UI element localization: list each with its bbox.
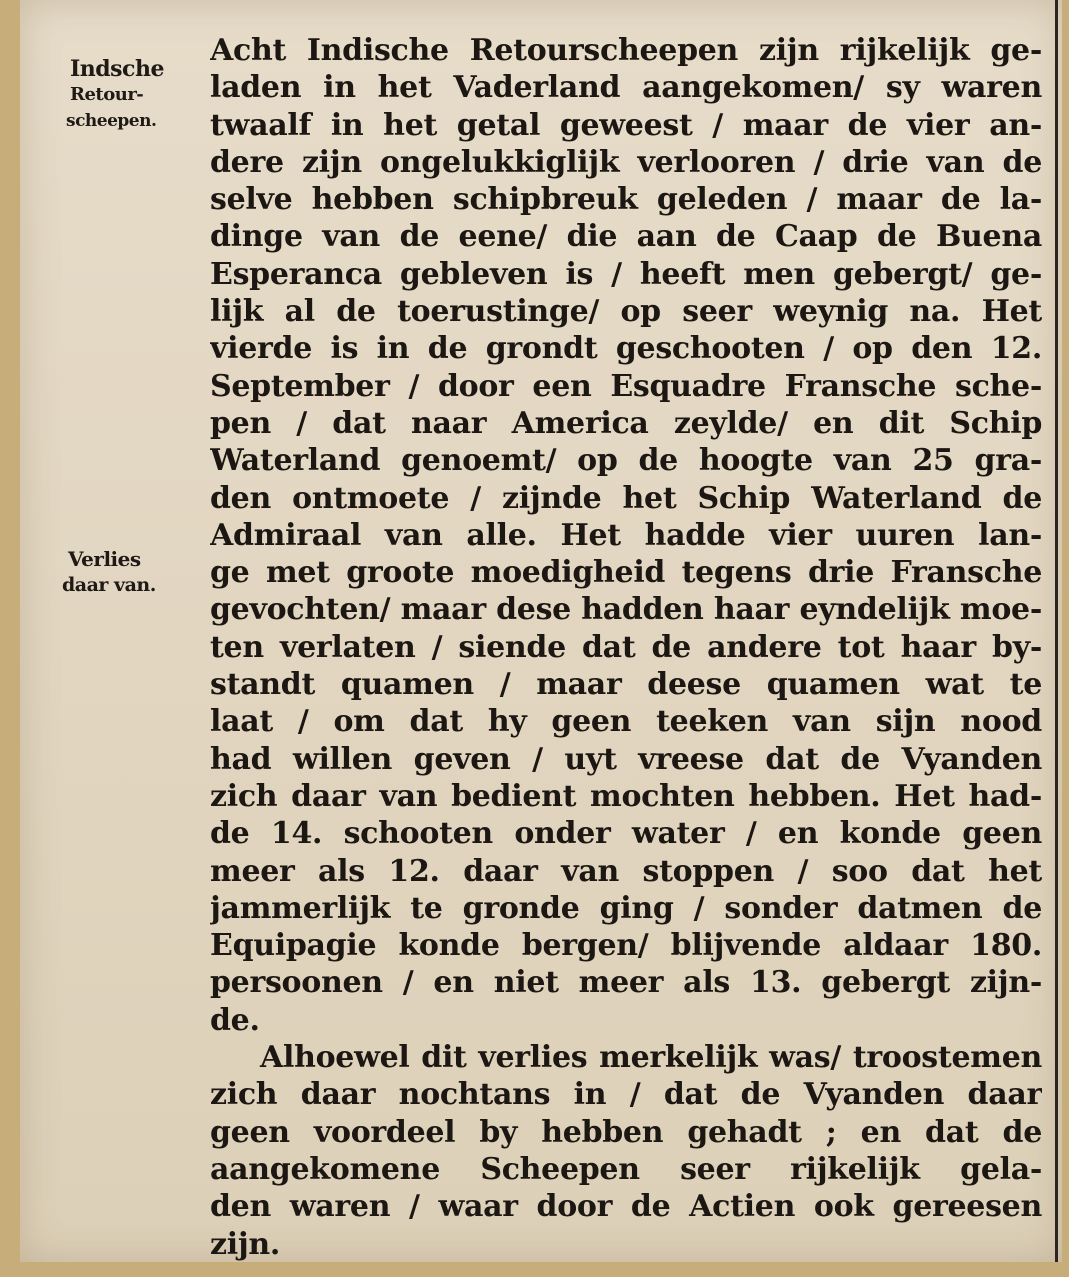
body-text-column — [210, 32, 1042, 1262]
text-line: selve hebben schipbreuk geleden / maar de la- — [210, 182, 1042, 218]
text-line: persoonen / en niet meer als 13. gebergt zijn- — [210, 965, 1042, 1001]
text-line: pen / dat naar America zeylde/ en dit Schip — [210, 405, 1042, 441]
text-line: gevochten/ maar dese hadden haar eyndelijk moe- — [210, 592, 1042, 628]
text-line: jammerlijk te gronde ging / sonder datmen de — [210, 890, 1042, 926]
text-line: laden in het Vaderland aangekomen/ sy waren — [210, 70, 1042, 106]
text-line: dere zijn ongelukkiglijk verlooren / drie van de — [210, 144, 1042, 180]
margin-note-line: Indsche — [70, 56, 164, 82]
text-line: ten verlaten / siende dat de andere tot haar by- — [210, 629, 1042, 665]
text-line: Waterland genoemt/ op de hoogte van 25 gra- — [210, 443, 1042, 479]
margin-note-verlies-daar-van — [42, 546, 212, 598]
text-line: twaalf in het getal geweest / maar de vier an- — [210, 107, 1042, 143]
text-line: dinge van de eene/ die aan de Caap de Buena — [210, 219, 1042, 255]
text-line: Equipagie konde bergen/ blijvende aldaar 180. — [210, 928, 1042, 964]
text-line: zich daar nochtans in / dat de Vyanden daar — [210, 1077, 1042, 1113]
text-line: September / door een Esquadre Fransche sche- — [210, 368, 1042, 404]
margin-note-line: Verlies — [68, 547, 141, 571]
text-line: had willen geven / uyt vreese dat de Vyanden — [210, 741, 1042, 777]
text-line: ge met groote moedigheid tegens drie Fransche — [210, 555, 1042, 591]
text-line: geen voordeel by hebben gehadt ; en dat de — [210, 1114, 1042, 1150]
text-line: aangekomene Scheepen seer rijkelijk gela- — [210, 1151, 1042, 1187]
text-line: zich daar van bedient mochten hebben. Het had- — [210, 778, 1042, 814]
bleed-through-text — [210, 0, 1030, 14]
text-line: de. — [210, 1002, 260, 1038]
document-page — [20, 0, 1062, 1262]
text-line: Esperanca gebleven is / heeft men gebergt/ ge- — [210, 256, 1042, 292]
text-line: Alhoewel dit verlies merkelijk was/ troostemen — [260, 1040, 1042, 1076]
text-line: laat / om dat hy geen teeken van sijn nood — [210, 704, 1042, 740]
margin-note-line: Retour- — [70, 84, 144, 105]
margin-note-line: daar van. — [62, 574, 156, 596]
text-line: de 14. schooten onder water / en konde geen — [210, 816, 1042, 852]
text-line: Acht Indische Retourscheepen zijn rijkelijk ge- — [210, 33, 1042, 68]
text-line: Admiraal van alle. Het hadde vier uuren lan- — [210, 517, 1042, 553]
column-rule — [1055, 0, 1058, 1262]
text-line: standt quamen / maar deese quamen wat te — [210, 667, 1042, 703]
text-line: den waren / waar door de Actien ook gereesen — [210, 1189, 1042, 1225]
text-line: vierde is in de grondt geschooten / op den 12. — [210, 331, 1042, 367]
margin-note-line: scheepen. — [66, 111, 157, 131]
text-line: meer als 12. daar van stoppen / soo dat het — [210, 853, 1042, 889]
text-line: zijn. — [210, 1226, 281, 1262]
text-line: lijk al de toerustinge/ op seer weynig na. Het — [210, 294, 1042, 330]
text-line: den ontmoete / zijnde het Schip Waterland de — [210, 480, 1042, 516]
margin-note-indsche-retourscheepen — [42, 56, 202, 134]
